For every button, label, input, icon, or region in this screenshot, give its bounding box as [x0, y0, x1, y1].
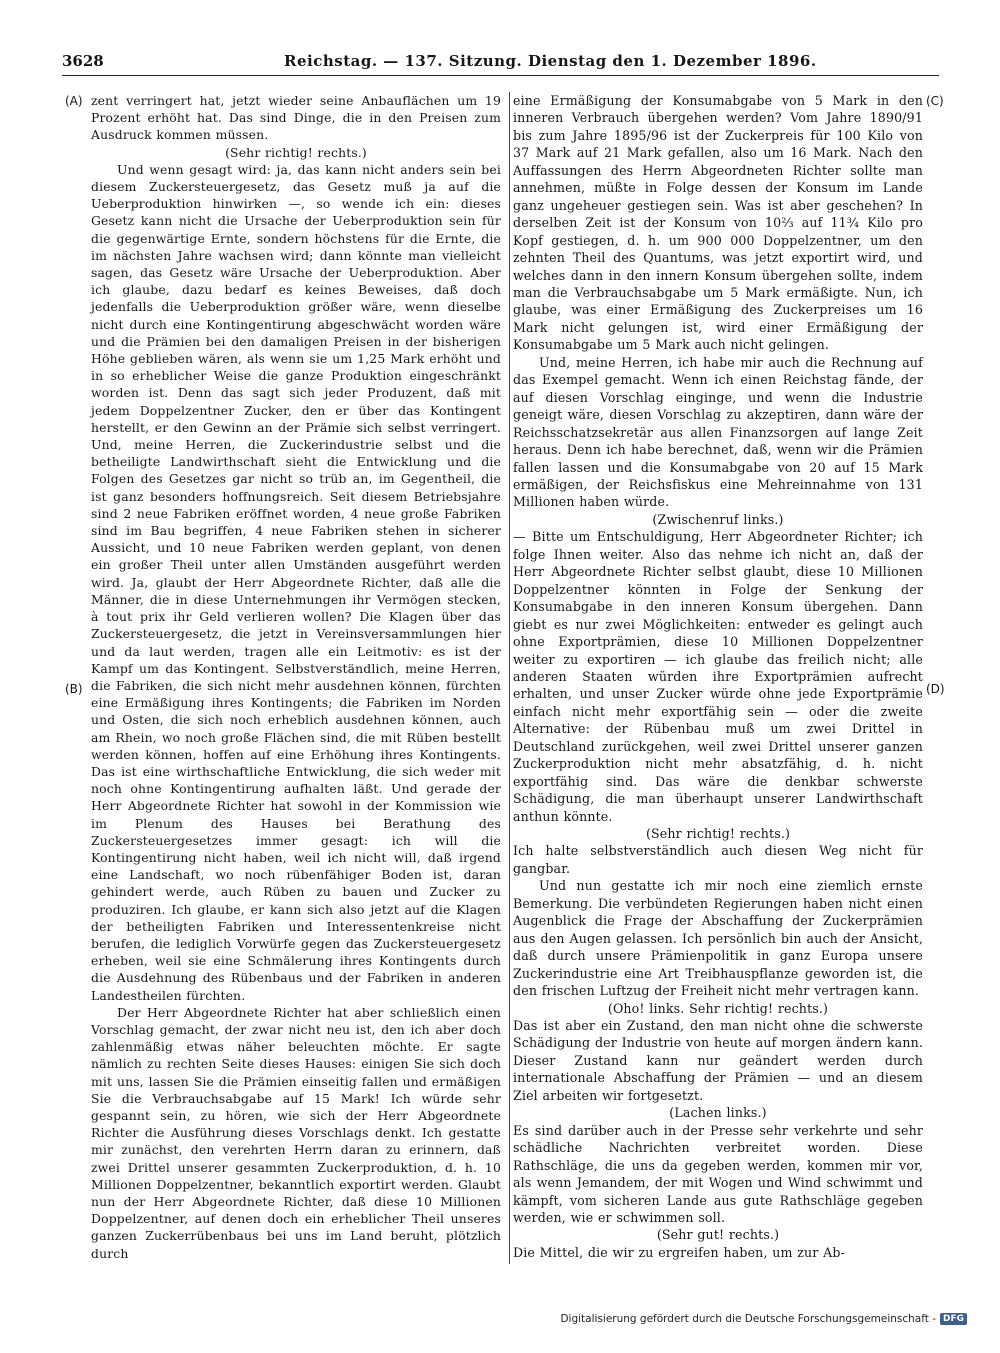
- footer-credit: Digitalisierung gefördert durch die Deutsche Forschungsgemeinschaft -: [560, 1313, 936, 1325]
- interjection: (Sehr richtig! rechts.): [645, 826, 791, 842]
- paragraph: Das ist aber ein Zustand, den man nicht ohne die schwerste Schädigung der Industrie von heute auf morgen ändern kann. Dieser Zustand kann nur geändert werden durch internationale Abschaffung der Prämien — und an diesem Ziel arbeiten wir fortgesetzt.: [513, 1018, 923, 1103]
- paragraph: Und wenn gesagt wird: ja, das kann nicht anders sein bei diesem Zuckersteuergesetz, das Gesetz muß ja auf die Ueberproduktion hinwirken —, so wende ich ein: dieses Gesetz kann nicht die Ursache der Ueberproduktion sein für die gegenwärtige Ernte, sondern höchstens für die Ernte, die im nächsten Jahre wachsen wird; dann könnte man vielleicht sagen, das Gesetz wäre Ursache der Ueberproduktion. Aber ich glaube, dazu bedarf es keines Beweises, daß doch jedenfalls die Ueberproduktion größer wäre, wenn dieselbe nicht durch eine Kontingentirung abgeschwächt worden wäre und die Prämien bei den damaligen Preisen in der bisherigen Höhe geblieben wären, als wenn sie um 1,25 Mark erhöht und in so erheblicher Weise die ganze Produktion eingeschränkt worden ist. Denn das sagt sich jeder Produzent, daß mit jedem Doppelzentner Zucker, den er über das Kontingent herstellt, er den Gewinn an der Prämie sich selbst verringert. Und, meine Herren, die Zuckerindustrie selbst und die betheiligte Landwirthschaft sieht die Entwicklung und die Folgen des Gesetzes gar nicht so trüb an, im Gegentheil, die ist ganz besonders hoffnungsreich. Seit diesem Betriebsjahre sind 2 neue Fabriken eröffnet worden, 4 neue große Fabriken sind im Bau begriffen, 4 neue Fabriken stehen in sicherer Aussicht, und 10 neue Fabriken werden geplant, von denen ein großer Theil unter allen Umständen ausgeführt werden wird. Ja, glaubt der Herr Abgeordnete Richter, daß alle die Männer, die in diese Unternehmungen ihr Vermögen stecken, à tout prix ihr Geld verlieren wollen? Die Klagen über das Zuckersteuergesetz, die jetzt in Vereinsversammlungen hier und da laut werden, tragen alle ein Leitmotiv: es ist der Kampf um das Kontingent. Selbstverständlich, meine Herren, die Fabriken, die sich nicht mehr ausdehnen können, fürchten eine Ermäßigung ihres Kontingents; die Fabriken im Norden und Osten, die sich noch erheblich ausdehnen können, auch am Rhein, wo noch große Flächen sind, die mit Rüben bestellt werden können, hoffen auf eine Erhöhung ihres Kontingents. Das ist eine wirthschaftliche Entwicklung, die sich weder mit noch ohne Kontingentirung aufhalten läßt. Und gerade der Herr Abgeordnete Richter hat sowohl in der Kommission wie im Plenum des Hauses bei Berathung des Zuckersteuergesetzes immer gesagt: ich will die Kontingentirung nicht haben, weil ich nicht will, daß irgend eine Landschaft, wo noch rübenfähiger Boden ist, daran gehindert werde, auch Rüben zu bauen und Zucker zu produziren. Ich glaube, er kann sich also jetzt auf die Klagen der betheiligten Fabriken und Interessentenkreise nicht berufen, die lediglich Vorwürfe gegen das Zuckersteuergesetz erheben, weil sie eine Schmälerung ihres Kontingents durch die Ausdehnung des Rübenbaus und der Fabriken in anderen Landestheilen fürchten.: [91, 161, 501, 1003]
- interjection: (Oho! links. Sehr richtig! rechts.): [607, 1000, 829, 1016]
- paragraph: Und, meine Herren, ich habe mir auch die Rechnung auf das Exempel gemacht. Wenn ich einen Reichstag fände, der auf diesen Vorschlag einginge, und wenn die Industrie geneigt wäre, diesen Vorschlag zu akzeptiren, dann wäre der Reichsschatzsekretär aus allen Finanzsorgen auf lange Zeit heraus. Denn ich habe berechnet, daß, wenn wir die Prämien fallen lassen und die Konsumabgabe von 20 auf 15 Mark ermäßigen, der Reichsfiskus eine Mehreinnahme von 131 Millionen haben würde.: [513, 354, 923, 510]
- paragraph: zent verringert hat, jetzt wieder seine Anbauflächen um 19 Prozent erhöht hat. Das sind Dinge, die in den Preisen zum Ausdruck kommen müssen.: [91, 93, 501, 143]
- interjection: (Sehr gut! rechts.): [656, 1227, 780, 1243]
- paragraph: eine Ermäßigung der Konsumabgabe von 5 Mark in den inneren Verbrauch übergehen werden? Vom Jahre 1890/91 bis zum Jahre 1895/96 ist der Zuckerpreis für 100 Kilo von 37 Mark auf 21 Mark gefallen, also um 16 Mark. Nach den Auffassungen des Herrn Abgeordneten Richter sollte man annehmen, müßte in Folge dessen der Konsum im Lande ganz ungeheuer gestiegen sein. Was ist aber geschehen? In derselben Zeit ist der Konsum von 10⅔ auf 11¾ Kilo pro Kopf gestiegen, d. h. um 900 000 Doppelzentner, um den zehnten Theil des Quantums, was jetzt exportirt wird, und welches dann in den innern Konsum übergehen sollte, indem man die Verbrauchsabgabe um 5 Mark ermäßigte. Nun, ich glaube, was einer Ermäßigung des Zuckerpreises um 16 Mark nicht gelungen ist, wird einer Ermäßigung der Konsumabgabe um 5 Mark auch nicht gelingen.: [513, 93, 923, 353]
- interjection: (Zwischenruf links.): [652, 511, 784, 527]
- interjection: (Sehr richtig! rechts.): [225, 144, 367, 160]
- running-header-title: Reichstag. — 137. Sitzung. Dienstag den 1. Dezember 1896.: [284, 52, 817, 70]
- column-divider: [509, 92, 510, 1264]
- header-rule: [62, 75, 939, 76]
- margin-mark-b: (B): [65, 682, 83, 696]
- paragraph: — Bitte um Entschuldigung, Herr Abgeordneter Richter; ich folge Ihnen weiter. Also das nehme ich nicht an, daß der Herr Abgeordnete Richter selbst glaubt, diese 10 Millionen Doppelzentner könnten in Folge der Senkung der Konsumabgabe in den inneren Konsum übergehen. Dann giebt es nur zwei Möglichkeiten: entweder es gelingt auch ohne Exportprämien, diese 10 Millionen Doppelzentner weiter zu exportiren — ich glaube das freilich nicht; alle anderen Staaten würden ihre Exportprämien aufrecht erhalten, und unser Zucker würde ohne jede Exportprämie einfach nicht mehr exportfähig sein — oder die zweite Alternative: der Rübenbau muß um zwei Drittel in Deutschland zurückgehen, weil zwei Drittel unserer ganzen Zuckerproduktion nicht mehr absatzfähig, d. h. nicht exportfähig sind. Das wäre die denkbar schwerste Schädigung, die man überhaupt unserer Landwirthschaft anthun könnte.: [513, 529, 923, 824]
- left-column: [91, 92, 501, 1262]
- paragraph: Es sind darüber auch in der Presse sehr verkehrte und sehr schädliche Nachrichten verbreitet worden. Diese Rathschläge, die uns da gegeben werden, kommen mir vor, als wenn Jemandem, der mit Wogen und Wind schwimmt und kämpft, vom sicheren Lande aus gute Rathschläge gegeben werden, wie er schwimmen soll.: [513, 1122, 923, 1225]
- paragraph: Der Herr Abgeordnete Richter hat aber schließlich einen Vorschlag gemacht, der zwar nicht neu ist, den ich aber doch zahlenmäßig etwas näher beleuchten möchte. Er sagte nämlich zu rechten Seite dieses Hauses: einigen Sie sich doch mit uns, lassen Sie die Prämien einseitig fallen und ermäßigen Sie die Verbrauchsabgabe auf 15 Mark! Ich würde sehr gespannt sein, zu hören, wie sich der Herr Abgeordnete Richter die Ausführung dieses Vorschlags denkt. Ich gestatte mir zunächst, den verehrten Herrn daran zu erinnern, daß zwei Drittel unserer gesammten Zuckerproduktion, d. h. 10 Millionen Doppelzentner, bekanntlich exportirt werden. Glaubt nun der Herr Abgeordnete Richter, daß diese 10 Millionen Doppelzentner, auf denen doch ein erheblicher Theil unseres ganzen Zuckerrübenbaus bei uns im Land beruht, plötzlich durch: [91, 1004, 501, 1261]
- digitization-footer: [560, 1313, 967, 1325]
- paragraph: Die Mittel, die wir zu ergreifen haben, um zur Ab-: [513, 1244, 845, 1260]
- right-column: [513, 92, 923, 1261]
- paragraph: Ich halte selbstverständlich auch diesen Weg nicht für gangbar.: [513, 843, 923, 876]
- paragraph: Und nun gestatte ich mir noch eine ziemlich ernste Bemerkung. Die verbündeten Regierungen haben nicht einen Augenblick die Frage der Abschaffung der Zuckerprämien aus den Augen gelassen. Ich persönlich bin auch der Ansicht, daß durch unsere Prämienpolitik in ganz Europa unsere Zuckerindustrie eine Art Treibhauspflanze geworden ist, die den frischen Luftzug der Freiheit nicht mehr vertragen kann.: [513, 878, 923, 999]
- margin-mark-d: (D): [926, 682, 945, 696]
- page-number: 3628: [62, 52, 104, 70]
- interjection: (Lachen links.): [669, 1105, 767, 1121]
- margin-mark-c: (C): [926, 94, 944, 108]
- margin-mark-a: (A): [65, 94, 83, 108]
- dfg-logo: DFG: [940, 1313, 967, 1325]
